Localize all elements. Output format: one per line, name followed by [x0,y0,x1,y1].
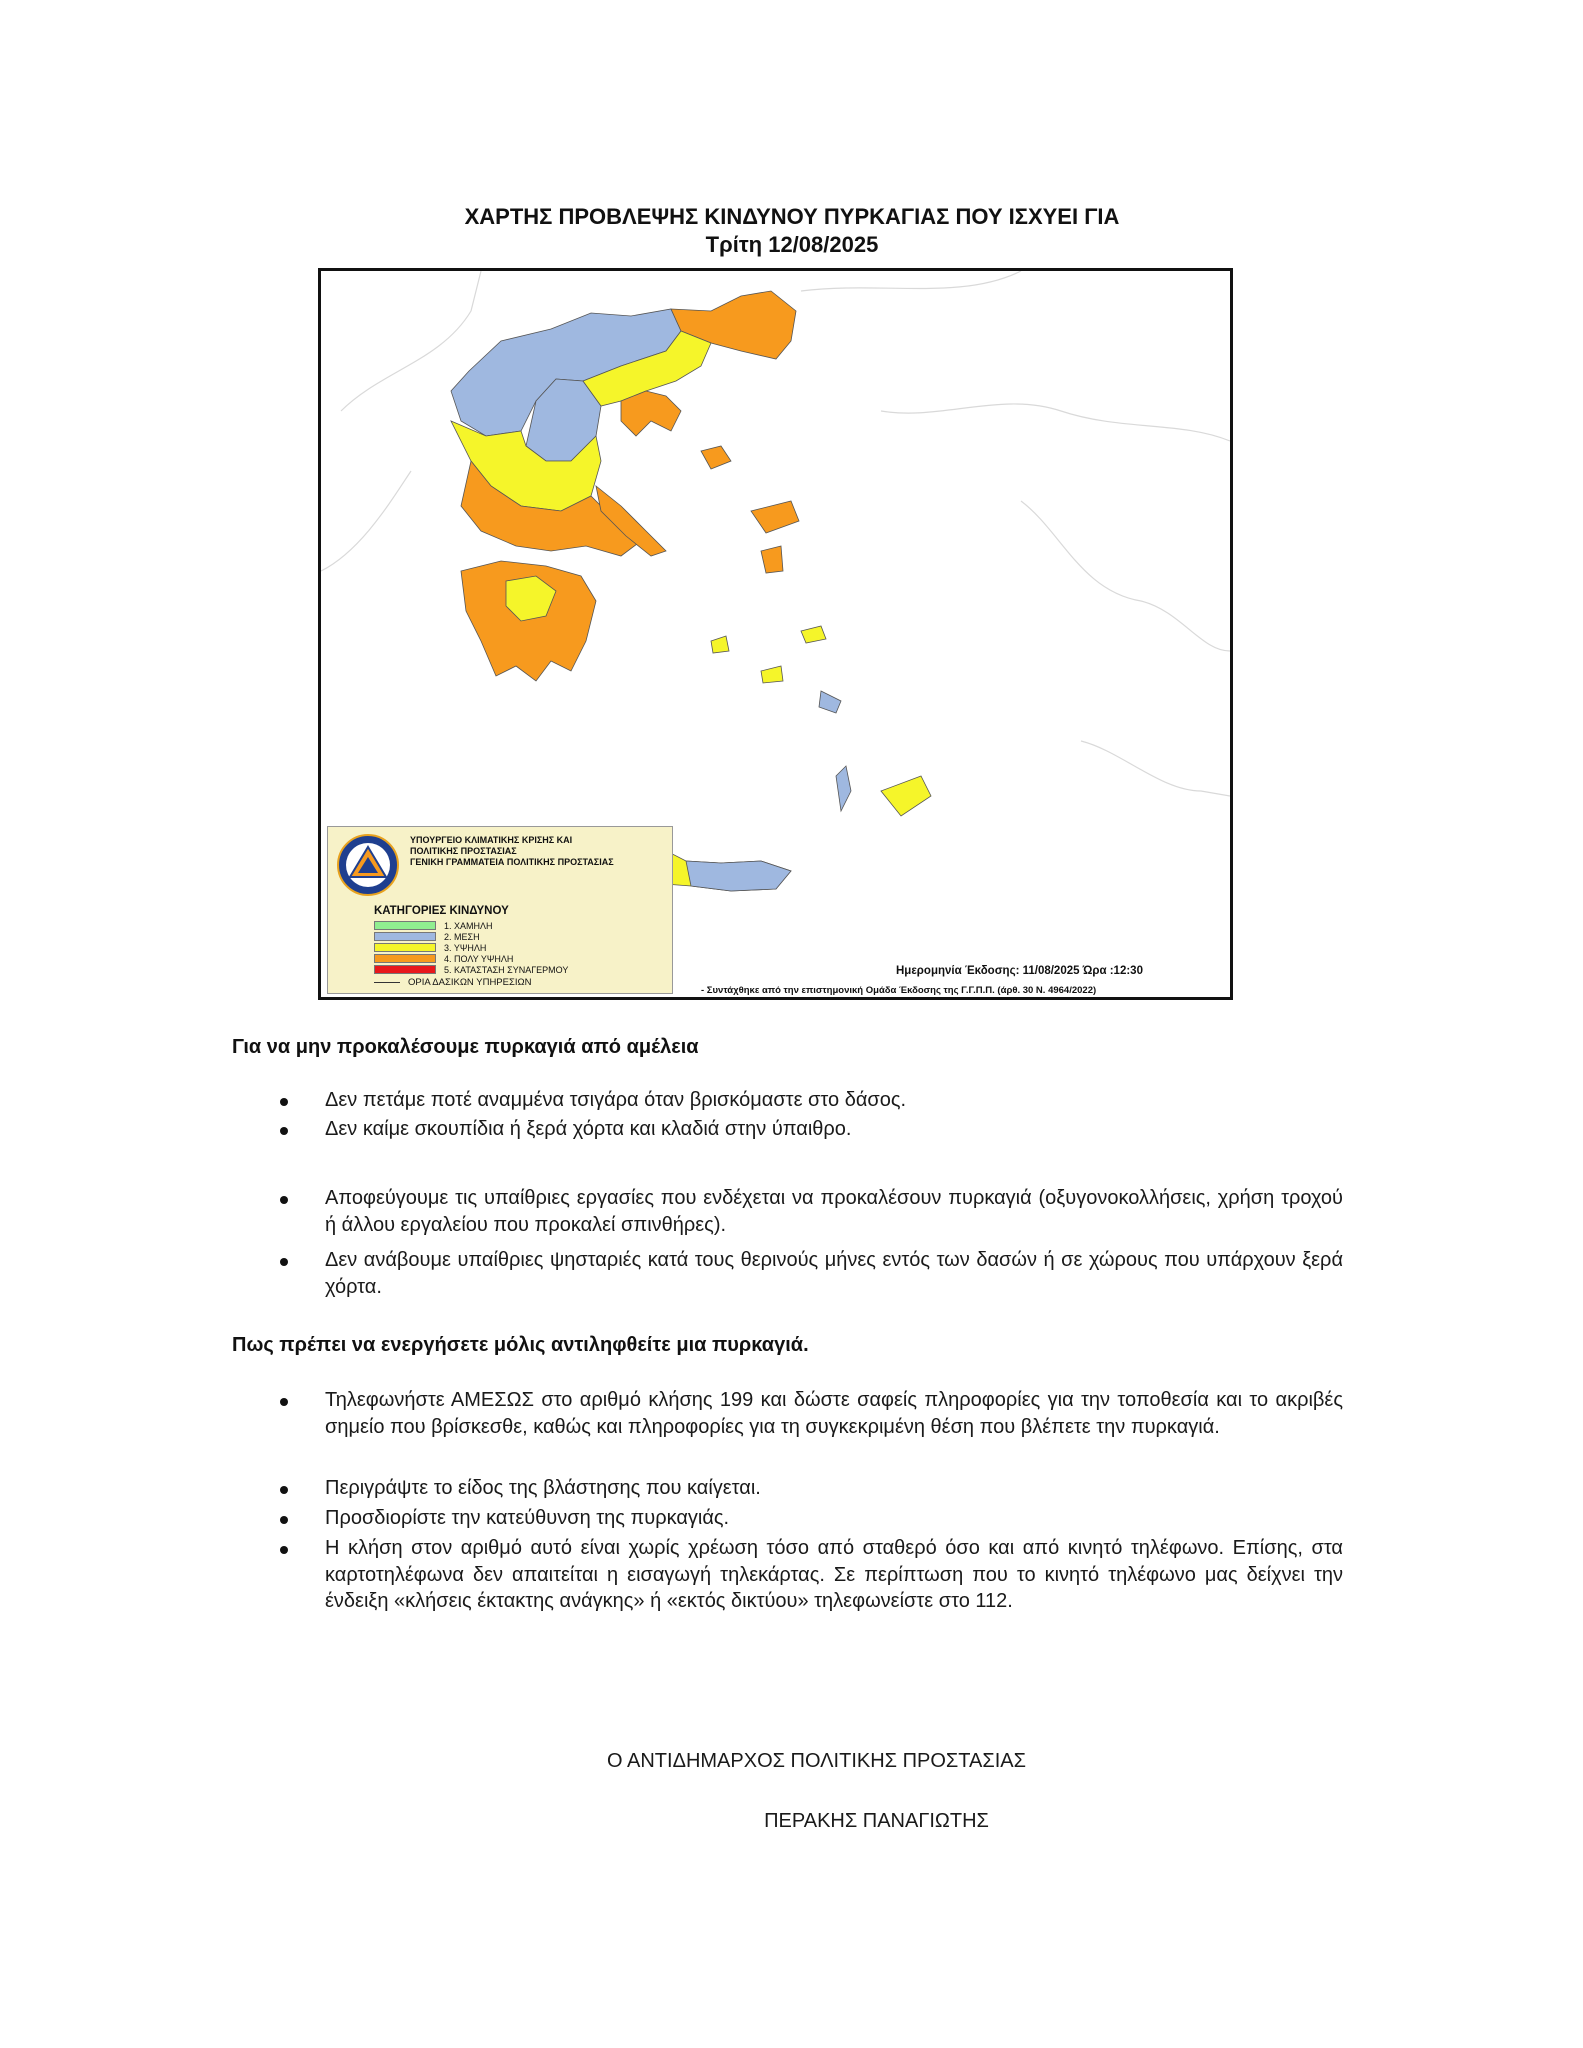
legend-item-alert: 5. ΚΑΤΑΣΤΑΣΗ ΣΥΝΑΓΕΡΜΟΥ [374,965,568,975]
legend-title: ΚΑΤΗΓΟΡΙΕΣ ΚΙΝΔΥΝΟΥ [374,905,509,917]
list-item: Δεν πετάμε ποτέ αναμμένα τσιγάρα όταν βρισκόμαστε στο δάσος. [325,1089,907,1111]
legend-item-medium: 2. ΜΕΣΗ [374,932,480,942]
civil-protection-emblem-icon [336,833,400,897]
section-heading-prevention: Για να μην προκαλέσουμε πυρκαγιά από αμέλεια [232,1036,699,1058]
list-item: Αποφεύγουμε τις υπαίθριες εργασίες που ενδέχεται να προκαλέσουν πυρκαγιά (οξυγονοκολλήσεις, χρήση τροχού ή άλλου εργαλείου που προκαλεί σπινθήρες). [325,1187,1343,1236]
list-item: Δεν καίμε σκουπίδια ή ξερά χόρτα και κλαδιά στην ύπαιθρο. [325,1118,852,1140]
bullet-icon [280,1258,292,1270]
legend-swatch [374,932,436,941]
bullet-icon [280,1516,292,1528]
list-item: Προσδιορίστε την κατεύθυνση της πυρκαγιάς. [325,1507,730,1529]
legend-item-very-high: 4. ΠΟΛΥ ΥΨΗΛΗ [374,954,513,964]
signature-title: Ο ΑΝΤΙΔΗΜΑΡΧΟΣ ΠΟΛΙΤΙΚΗΣ ΠΡΟΣΤΑΣΙΑΣ [607,1750,1026,1772]
ministry-name: ΥΠΟΥΡΓΕΙΟ ΚΛΙΜΑΤΙΚΗΣ ΚΡΙΣΗΣ ΚΑΙ ΠΟΛΙΤΙΚΗΣ ΠΡΟΣΤΑΣΙΑΣ ΓΕΝΙΚΗ ΓΡΑΜΜΑΤΕΙΑ ΠΟΛΙΤΙΚΗΣ ΠΡΟΣΤΑΣΙΑΣ [410,835,614,867]
issue-date: Ημερομηνία Έκδοσης: 11/08/2025 Ώρα :12:30 [896,965,1143,977]
legend-swatch [374,943,436,952]
bullet-icon [280,1127,292,1139]
legend-item-high: 3. ΥΨΗΛΗ [374,943,486,953]
legend-boundary: ΟΡΙΑ ΔΑΣΙΚΩΝ ΥΠΗΡΕΣΙΩΝ [374,977,531,988]
list-item: Δεν ανάβουμε υπαίθριες ψησταριές κατά τους θερινούς μήνες εντός των δασών ή σε χώρους που υπάρχουν ξερά χόρτα. [325,1249,1343,1298]
map-legend [327,826,673,994]
bullet-icon [280,1398,292,1410]
section-heading-response: Πως πρέπει να ενεργήσετε μόλις αντιληφθείτε μια πυρκαγιά. [232,1334,809,1356]
legend-swatch [374,965,436,974]
legend-swatch [374,921,436,930]
list-item: Η κλήση στον αριθμό αυτό είναι χωρίς χρέωση τόσο από σταθερό όσο και από κινητό τηλέφωνο. Επίσης, στα καρτοτηλέφωνα δεν απαιτείται η εισαγωγή τηλεκάρτας. Σε περίπτωση που το κινητό τηλέφωνο μας δείχνει την ένδειξη «κλήσεις έκτακτης ανάγκης» ή «εκτός δικτύου» τηλεφωνείστε στο 112. [325,1537,1343,1612]
list-item: Περιγράψτε το είδος της βλάστησης που καίγεται. [325,1477,761,1499]
signature-name: ΠΕΡΑΚΗΣ ΠΑΝΑΓΙΩΤΗΣ [764,1810,989,1832]
map-credit: - Συντάχθηκε από την επιστημονική Ομάδα Έκδοσης της Γ.Γ.Π.Π. (άρθ. 30 Ν. 4964/2022) [701,985,1097,996]
bullet-icon [280,1098,292,1110]
list-item: Τηλεφωνήστε ΑΜΕΣΩΣ στο αριθμό κλήσης 199 και δώστε σαφείς πληροφορίες για την τοποθεσία και το ακριβές σημείο που βρίσκεσθε, καθώς και πληροφορίες για τη συγκεκριμένη θέση που βλέπετε την πυρκαγιά. [325,1389,1343,1438]
fire-risk-map [318,268,1233,1000]
bullet-icon [280,1546,292,1558]
bullet-icon [280,1486,292,1498]
bullet-icon [280,1196,292,1208]
map-title: ΧΑΡΤΗΣ ΠΡΟΒΛΕΨΗΣ ΚΙΝΔΥΝΟΥ ΠΥΡΚΑΓΙΑΣ ΠΟΥ ΙΣΧΥΕΙ ΓΙΑ [464,204,1120,229]
legend-item-low: 1. ΧΑΜΗΛΗ [374,921,493,931]
legend-swatch [374,954,436,963]
map-date: Τρίτη 12/08/2025 [705,232,879,257]
